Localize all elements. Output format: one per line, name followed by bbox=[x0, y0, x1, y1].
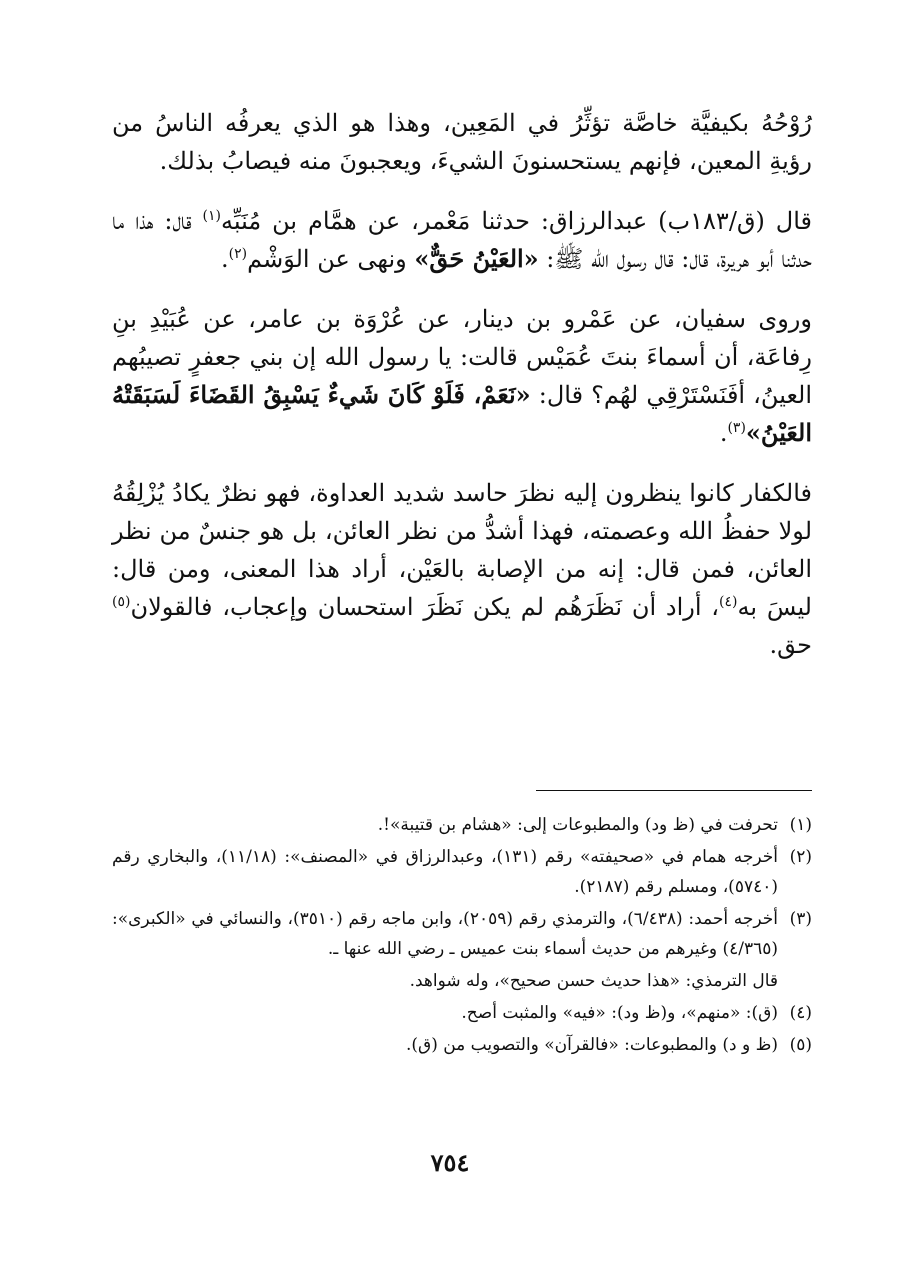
footnote-text: (ق): «منهم»، و(ظ ود): «فيه» والمثبت أصح. bbox=[461, 1003, 778, 1023]
footnote-separator bbox=[536, 790, 812, 791]
paragraph-4-text-b: ، أراد أن نَظَرَهُم لم يكن نَظَرَ استحسان وإعجاب، فالقولان bbox=[130, 593, 720, 621]
hadith-quote-1: «العَيْنُ حَقٌّ» bbox=[414, 244, 539, 273]
paragraph-1-text: رُوْحُهُ بكيفيَّة خاصَّة تؤثِّرُ في المَعِين، وهذا هو الذي يعرفُه الناسُ من رؤيةِ المعين، فإنهم يستحسنونَ الشيءَ، ويعجبونَ منه فيصابُ بذلك. bbox=[112, 109, 812, 175]
footnote-text: أخرجه أحمد: (٦/٤٣٨)، والترمذي رقم (٢٠٥٩)، وابن ماجه رقم (٣٥١٠)، والنسائي في «الكبرى»: (٤/٣٦٥) وغيرهم من حديث أسماء بنت عميس ـ رضي الله عنها ـ. bbox=[112, 909, 778, 959]
footnotes bbox=[112, 810, 812, 1062]
paragraph-3-end: . bbox=[719, 419, 728, 447]
footnote-text: (ظ و د) والمطبوعات: «فالقرآن» والتصويب من (ق). bbox=[405, 1035, 778, 1055]
footnote-number: (٥) bbox=[789, 1035, 812, 1055]
paragraph-2-text-c: ونهى عن الوَشْم bbox=[247, 245, 415, 273]
paragraph-4 bbox=[112, 474, 812, 664]
page-content bbox=[112, 104, 813, 1055]
hadith-quote-2: «نَعَمْ، فَلَوْ كَانَ شَيءٌ يَسْبِقُ القَضَاءَ لَسَبَقَتْهُ العَيْنُ» bbox=[112, 380, 812, 447]
footnote-2 bbox=[112, 842, 812, 902]
paragraph-2-end: . bbox=[221, 245, 229, 273]
footnote-3-extra: قال الترمذي: «هذا حديث حسن صحيح»، وله شواهد. bbox=[409, 971, 778, 991]
footnote-4 bbox=[112, 998, 812, 1028]
footnote-ref-2[interactable]: (٢) bbox=[228, 246, 248, 262]
page-number: ٧٥٤ bbox=[430, 1148, 470, 1177]
footnote-ref-1[interactable]: (١) bbox=[202, 208, 222, 224]
paragraph-1 bbox=[112, 104, 812, 180]
footnote-text: أخرجه همام في «صحيفته» رقم (١٣١)، وعبدالرزاق في «المصنف»: (١١/١٨)، والبخاري رقم (٥٧٤٠)، ومسلم رقم (٢١٨٧). bbox=[112, 847, 778, 897]
footnote-ref-4[interactable]: (٤) bbox=[719, 594, 738, 610]
footnote-number: (٤) bbox=[789, 1003, 812, 1023]
footnote-ref-3[interactable]: (٣) bbox=[727, 420, 746, 436]
paragraph-3 bbox=[112, 300, 812, 452]
footnote-number: (٣) bbox=[789, 909, 812, 929]
paragraph-3-text-a: وروى سفيان، عن عَمْرو بن دينار، عن عُرْوَة بن عامر، عن عُبَيْدِ بنِ رِفاعَة، أن أسماءَ بنتَ عُمَيْس قالت: يا رسول الله إن بني جعفرٍ تصيبُهم العينُ، أفَنَسْتَرْقِي لهُم؟ قال: bbox=[112, 305, 812, 409]
footnote-number: (٢) bbox=[789, 847, 812, 867]
footnote-3 bbox=[112, 904, 812, 964]
footnote-ref-5[interactable]: (٥) bbox=[112, 594, 131, 610]
paragraph-2-text-a: قال (ق/١٨٣ب) عبدالرزاق: حدثنا مَعْمر، عن همَّام بن مُنَبِّه bbox=[221, 207, 813, 235]
footnote-5 bbox=[112, 1030, 812, 1060]
paragraph-2 bbox=[112, 202, 812, 278]
footnote-1 bbox=[112, 810, 812, 840]
paragraph-4-text-c: حق. bbox=[769, 631, 812, 659]
footnote-text: تحرفت في (ظ ود) والمطبوعات إلى: «هشام بن قتيبة»!. bbox=[377, 815, 778, 835]
footnote-number: (١) bbox=[789, 815, 812, 835]
paragraph-4-text-a: فالكفار كانوا ينظرون إليه نظرَ حاسد شديد العداوة، فهو نظرٌ يكادُ يُزْلِقُهُ لولا حفظُ الله وعصمته، فهذا أشدُّ من نظر العائن، بل هو جنسٌ من نظر العائن، فمن قال: إنه من الإصابة بالعَيْن، أراد هذا المعنى، ومن قال: ليسَ به bbox=[112, 479, 812, 621]
paragraph-2-text-b: قال: هذا ما حدثنا أبو هريرة، قال: قال رسول الله ﷺ: bbox=[112, 207, 812, 273]
